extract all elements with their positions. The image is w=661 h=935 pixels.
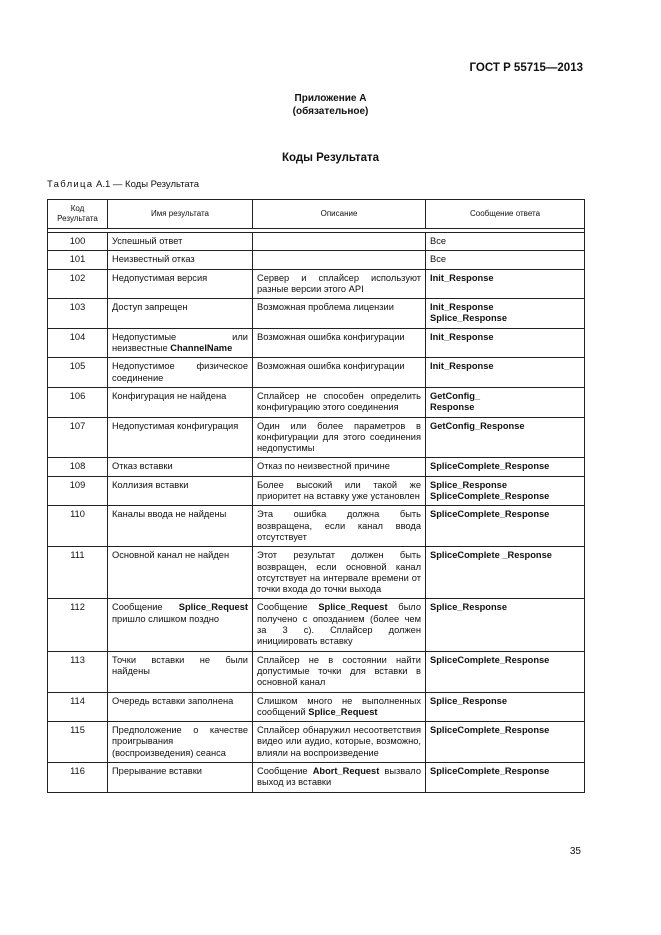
result-code-cell (48, 417, 108, 458)
description-keyword: Splice_Request (318, 602, 388, 613)
response-message: SpliceComplete_Response (430, 461, 550, 472)
result-name-text: Недопустимое физическое соединение (112, 361, 248, 383)
result-name-cell (108, 233, 253, 251)
description-text: вызвало выход из вставки (257, 765, 421, 788)
result-description-cell (253, 269, 426, 299)
result-name-cell (108, 358, 253, 388)
result-description-cell (253, 506, 426, 547)
description-text: Сплайсер не в состоянии найти допустимые точки для вставки в основной канал (257, 654, 421, 688)
response-message: SpliceComplete_Response (430, 765, 550, 776)
response-message-cell (426, 651, 585, 692)
result-name-text: Прерывание вставки (112, 765, 202, 776)
table-row (48, 233, 585, 251)
result-code: 110 (70, 509, 85, 520)
result-code-cell (48, 547, 108, 599)
col-header-name: Имя результата (108, 200, 253, 229)
result-description-cell (253, 476, 426, 506)
response-message: Splice_Response SpliceComplete_Response (430, 479, 550, 502)
result-description-cell (253, 692, 426, 722)
response-message: SpliceComplete_Response (430, 725, 550, 736)
result-name-text: Точки вставки не были найдены (112, 654, 248, 676)
result-name-text: Конфигурация не найдена (112, 390, 227, 401)
result-code: 108 (69, 461, 86, 472)
document-header: ГОСТ Р 55715—2013 (469, 62, 583, 74)
result-code-cell (48, 233, 108, 251)
result-name-text: Предположение о качестве проигрывания (воспроизведения) сеанса (112, 725, 248, 758)
result-name-text: Очередь вставки заполнена (112, 695, 234, 706)
result-code-cell (48, 251, 108, 269)
result-name-cell (108, 599, 253, 651)
description-text: Возможная ошибка конфигурации (257, 361, 405, 372)
table-row (48, 651, 585, 692)
result-name-text: Отказ вставки (112, 461, 173, 472)
table-caption (47, 179, 199, 190)
result-description-cell (253, 599, 426, 651)
response-message-cell (426, 476, 585, 506)
result-code: 106 (69, 390, 86, 401)
result-name-cell (108, 651, 253, 692)
result-description-cell (253, 458, 426, 476)
response-message-cell (426, 599, 585, 651)
result-code-cell (48, 358, 108, 388)
result-code-cell (48, 476, 108, 506)
result-name-cell (108, 506, 253, 547)
result-description-cell (253, 387, 426, 417)
description-text: Возможная проблема лицензии (257, 302, 394, 313)
table-caption-text: А.1 — Коды Результата (93, 179, 200, 190)
result-code-cell (48, 387, 108, 417)
description-text: Сплайсер обнаружил несоответствия видео или аудио, которые, возможно, влияли на воспроизведение (257, 725, 421, 758)
result-description-cell (253, 417, 426, 458)
table-row (48, 417, 585, 458)
col-header-response: Сообщение ответа (426, 200, 585, 229)
annex-heading (0, 92, 661, 118)
response-message: Init_Response Splice_Response (430, 302, 507, 324)
result-description-cell (253, 651, 426, 692)
annex-subtitle: (обязательное) (292, 106, 369, 117)
description-text: Слишком много не выполненных сообщений (257, 695, 421, 717)
response-message-cell (426, 692, 585, 722)
result-code: 104 (69, 331, 86, 342)
response-message-cell (426, 233, 585, 251)
table-header-row (48, 200, 585, 229)
result-name-cell (108, 458, 253, 476)
response-message-cell (426, 328, 585, 358)
description-text: Сообщение (257, 602, 319, 613)
table-caption-prefix: Таблица (47, 179, 94, 190)
result-name-cell (108, 251, 253, 269)
description-text: Сплайсер не способен определить конфигурацию этого соединения (257, 390, 421, 413)
description-text: Эта ошибка должна быть возвращена, если канал ввода отсутствует (257, 509, 421, 542)
response-message-cell (426, 458, 585, 476)
table-row (48, 692, 585, 722)
result-description-cell (253, 722, 426, 763)
response-message-cell (426, 269, 585, 299)
response-message: Init_Response (430, 272, 494, 283)
response-message-cell (426, 722, 585, 763)
table-row (48, 762, 585, 792)
result-name-cell (108, 417, 253, 458)
result-code: 112 (70, 602, 85, 613)
result-description-cell (253, 547, 426, 599)
page-number: 35 (569, 846, 581, 857)
result-code: 115 (70, 725, 85, 736)
response-message: SpliceComplete_Response (430, 654, 550, 665)
table-row (48, 476, 585, 506)
response-message-cell (426, 387, 585, 417)
description-text: Отказ по неизвестной причине (257, 461, 390, 472)
description-text: Один или более параметров в конфигурации для этого соединения недопустимы (257, 420, 421, 454)
col-header-description: Описание (253, 200, 426, 229)
result-name-text: Успешный ответ (112, 236, 183, 246)
table-row (48, 269, 585, 299)
table-row (48, 458, 585, 476)
result-code-cell (48, 328, 108, 358)
result-code-cell (48, 269, 108, 299)
result-code: 100 (69, 236, 86, 246)
response-message-cell (426, 251, 585, 269)
table-row (48, 722, 585, 763)
table-row (48, 387, 585, 417)
result-code: 101 (69, 254, 86, 265)
response-message-cell (426, 762, 585, 792)
result-code: 116 (70, 765, 85, 776)
response-message-cell (426, 299, 585, 329)
result-name-text: пришло слишком поздно (112, 613, 220, 624)
description-text: Сервер и сплайсер используют разные версии этого API (257, 272, 421, 294)
result-name-text: Недопустимые или неизвестные (112, 331, 248, 354)
result-code: 107 (69, 420, 86, 431)
result-name-cell (108, 299, 253, 329)
description-text: Более высокий или такой же приоритет на вставку уже установлен (257, 479, 421, 502)
result-name-text: Доступ запрещен (112, 302, 188, 313)
result-name-cell (108, 387, 253, 417)
result-name-text: Недопустимая конфигурация (112, 420, 239, 431)
result-name-keyword: ChannelName (170, 343, 233, 354)
result-code-cell (48, 762, 108, 792)
table-row (48, 358, 585, 388)
result-code-cell (48, 692, 108, 722)
response-message: SpliceComplete _Response (430, 550, 552, 561)
result-codes-table (47, 199, 585, 793)
description-text: Возможная ошибка конфигурации (257, 331, 405, 342)
table-row (48, 599, 585, 651)
response-message: Splice_Response (430, 602, 507, 613)
result-code: 103 (69, 302, 86, 313)
result-code: 109 (69, 479, 86, 490)
description-keyword: Abort_Request (312, 765, 380, 776)
description-keyword: Splice_Request (308, 706, 378, 717)
annex-title: Приложение А (294, 93, 367, 104)
response-message-cell (426, 417, 585, 458)
result-description-cell (253, 233, 426, 251)
response-message: Init_Response (430, 331, 494, 342)
result-description-cell (253, 762, 426, 792)
result-name-keyword: Splice_Request (178, 602, 248, 613)
result-description-cell (253, 328, 426, 358)
result-code: 102 (69, 272, 86, 283)
response-message: SpliceComplete_Response (430, 509, 550, 520)
result-name-cell (108, 547, 253, 599)
result-name-cell (108, 328, 253, 358)
result-name-text: Основной канал не найден (112, 550, 230, 561)
description-text: Сообщение (257, 765, 313, 776)
result-name-cell (108, 722, 253, 763)
result-code-cell (48, 599, 108, 651)
result-name-text: Каналы ввода не найдены (112, 509, 227, 520)
result-name-text: Недопустимая версия (112, 272, 208, 283)
result-code-cell (48, 299, 108, 329)
result-code: 105 (69, 361, 86, 372)
result-description-cell (253, 358, 426, 388)
response-message: Все (430, 236, 447, 246)
result-name-text: Сообщение (112, 602, 179, 613)
result-description-cell (253, 251, 426, 269)
response-message: Init_Response (430, 361, 494, 372)
result-code-cell (48, 722, 108, 763)
result-name-text: Неизвестный отказ (112, 254, 195, 265)
description-text: Этот результат должен быть возвращен, если основной канал отсутствует на интервале времени от точки входа до точки выхода (257, 550, 421, 595)
response-message-cell (426, 547, 585, 599)
description-text: было получено с опозданием (более чем за 3 с). Сплайсер должен инициировать вставку (257, 602, 421, 647)
result-name-cell (108, 476, 253, 506)
table-row (48, 506, 585, 547)
response-message: Все (430, 254, 447, 265)
table-row (48, 299, 585, 329)
section-title: Коды Результата (281, 152, 380, 164)
table-row (48, 547, 585, 599)
response-message-cell (426, 358, 585, 388)
result-code: 111 (70, 550, 85, 561)
result-name-cell (108, 269, 253, 299)
table-row (48, 328, 585, 358)
result-code: 113 (70, 654, 85, 665)
response-message: GetConfig_ Response (430, 390, 481, 413)
col-header-code: Код Результата (48, 200, 108, 229)
result-name-text: Коллизия вставки (112, 479, 189, 490)
result-code-cell (48, 651, 108, 692)
response-message: GetConfig_Response (430, 420, 525, 431)
result-code: 114 (70, 695, 85, 706)
table-row (48, 251, 585, 269)
result-description-cell (253, 299, 426, 329)
result-code-cell (48, 458, 108, 476)
result-name-cell (108, 762, 253, 792)
response-message: Splice_Response (430, 695, 507, 706)
result-code-cell (48, 506, 108, 547)
result-name-cell (108, 692, 253, 722)
response-message-cell (426, 506, 585, 547)
